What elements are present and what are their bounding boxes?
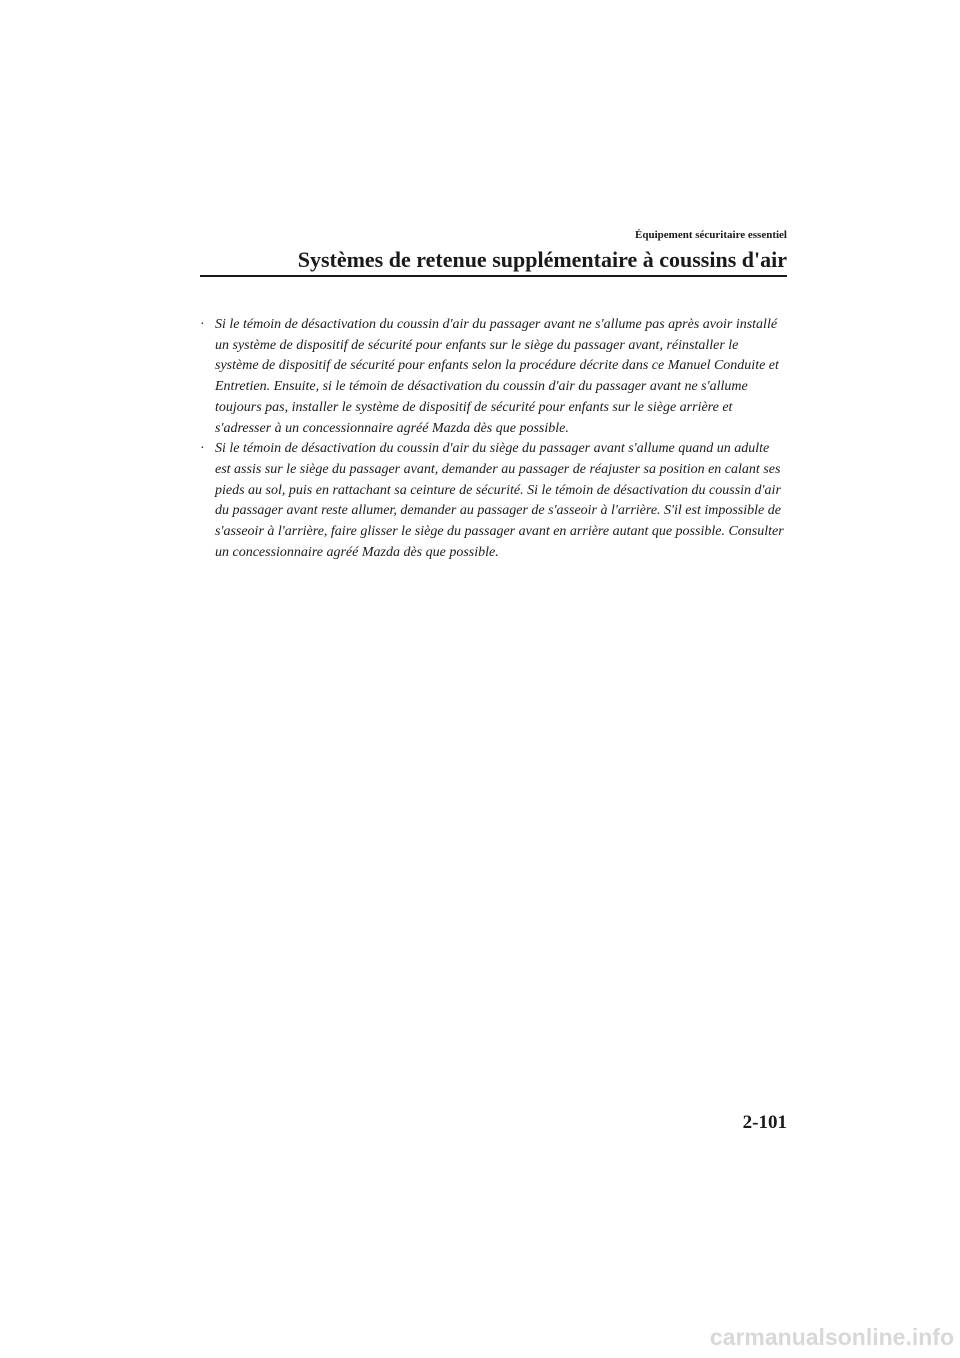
bullet-item: [200, 315, 785, 439]
section-label: Équipement sécuritaire essentiel: [635, 229, 787, 241]
bullet-text: Si le témoin de désactivation du coussin d'air du passager avant ne s'allume pas après avoir installé un système de dispositif de sécurité pour enfants sur le siège du passager avant, réinstaller le système de dispositif de sécurité pour enfants selon la procédure décrite dans ce Manuel Conduite et Entretien. Ensuite, si le témoin de désactivation du coussin d'air du passager avant ne s'allume toujours pas, installer le système de dispositif de sécurité pour enfants sur le siège arrière et s'adresser à un concessionnaire agréé Mazda dès que possible.: [215, 317, 779, 436]
watermark: carmanualsonline.info: [709, 1324, 954, 1350]
header-divider: [200, 275, 787, 277]
bullet-marker: ·: [200, 441, 205, 457]
bullet-item: [200, 439, 785, 563]
chapter-title: Systèmes de retenue supplémentaire à coussins d'air: [297, 247, 787, 272]
page-header: [200, 228, 787, 273]
bullet-marker: ·: [200, 317, 205, 332]
page-number: 2-101: [742, 1112, 787, 1133]
main-content: [200, 315, 785, 563]
bullet-text: Si le témoin de désactivation du coussin d'air du siège du passager avant s'allume quand un adulte est assis sur le siège du passager avant, demander au passager de réajuster sa position en calant ses pieds au sol, puis en rattachant sa ceinture de sécurité. Si le témoin de désactivation du coussin d'air du passager avant reste allumer, demander au passager de s'asseoir à l'arrière. S'il est impossible de s'asseoir à l'arrière, faire glisser le siège du passager avant en arrière autant que possible. Consulter un concessionnaire agréé Mazda dès que possible.: [215, 441, 784, 560]
